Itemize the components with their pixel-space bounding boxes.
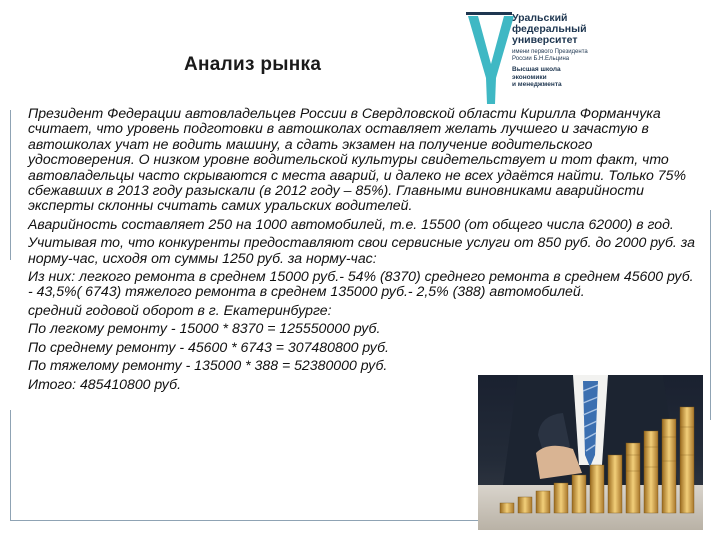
coins-photo-illustration (478, 375, 703, 530)
slide-title: Анализ рынка (184, 54, 322, 75)
logo-text-block (512, 13, 624, 89)
body-text (28, 106, 696, 395)
paragraph-president: Президент Федерации автовладельцев России в Свердловской области Кирилла Форманчука считает, что уровень подготовки в автошколах оставляет желать лучшего и зачастую в автошколах учат не водить машину, а сдать экзамен на получение водительского удостоверения. О низком уровне водительской культуры свидетельствует и тот факт, что автовладельцы часто скрываются с места аварий, и далеко не всех удаётся найти. Только 75% сбежавших в 2013 году разыскали (в 2012 году – 85%). Главными виновниками аварийности эксперты склонны считать самих уральских водителей. (28, 105, 687, 214)
businessman-coins-photo (478, 375, 703, 530)
paragraph-medium-repair: По среднему ремонту - 45600 * 6743 = 307480800 руб. (28, 338, 389, 355)
paragraph-light-repair: По легкому ремонту - 15000 * 8370 = 125550000 руб. (28, 320, 381, 337)
paragraph-total: Итого: 485410800 руб. (28, 375, 181, 392)
university-subtitle: имени первого Президента России Б.Н.Ельцина (512, 49, 588, 62)
paragraph-turnover-heading: средний годовой оборот в г. Екатеринбурге: (28, 301, 332, 318)
paragraph-heavy-repair: По тяжелому ремонту - 135000 * 388 = 52380000 руб. (28, 357, 388, 374)
frame-line-right (710, 210, 711, 420)
paragraph-competitors: Учитывая то, что конкуренты предоставляют свои сервисные услуги от 850 руб. до 2000 руб. за норму-час, исходя от суммы 1250 руб. за норму-час: (28, 234, 695, 266)
frame-line-bottom (10, 520, 530, 521)
frame-line-left-top (10, 110, 11, 260)
paragraph-repair-split: Из них: легкого ремонта в среднем 15000 руб.- 54% (8370) среднего ремонта в среднем 45600 руб. - 43,5%( 6743) тяжелого ремонта в среднем 135000 руб.- 2,5% (388) автомобилей. (28, 268, 694, 300)
university-name: Уральский федеральный университет (512, 12, 587, 46)
paragraph-accident-rate: Аварийность составляет 250 на 1000 автомобилей, т.е. 15500 (от общего числа 62000) в год. (28, 215, 674, 232)
school-name: Высшая школа экономики и менеджмента (512, 66, 562, 88)
frame-line-left-bottom (10, 410, 11, 520)
